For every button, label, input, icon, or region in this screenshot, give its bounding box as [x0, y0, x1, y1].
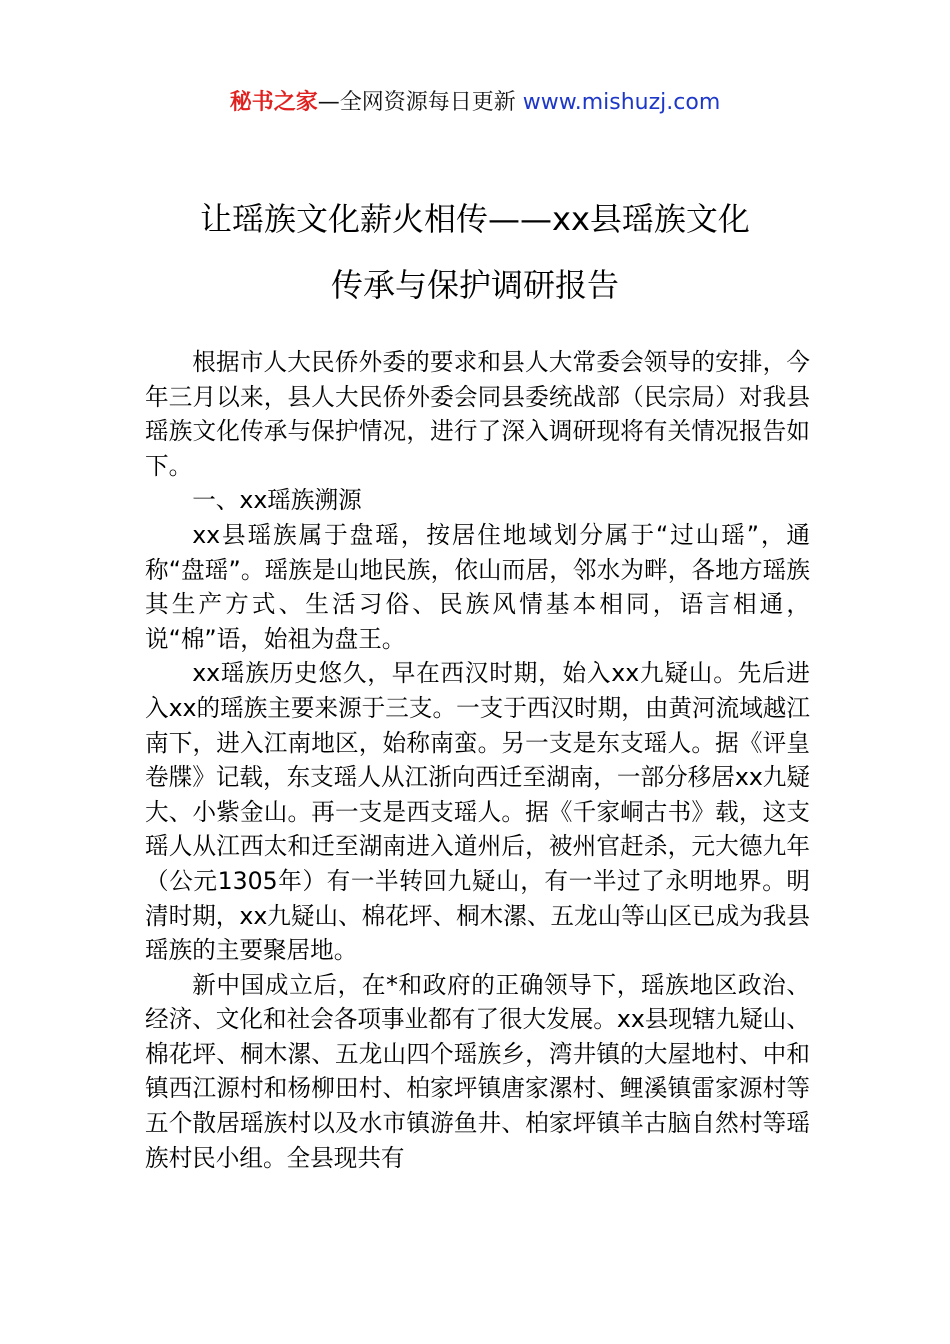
section-heading: 一、xx瑶族溯源 [192, 486, 362, 515]
body-paragraph: xx瑶族历史悠久，早在西汉时期，始入xx九疑山。先后进入xx的瑶族主要来源于三支。一支于西汉时期，由黄河流域越江南下，进入江南地区，始称南蛮。另一支是东支瑶人。据《评皇卷牒》记载，东支瑶人从江浙向西迁至湖南，一部分移居xx九疑大、小紫金山。再一支是西支瑶人。据《千家峒古书》载，这支瑶人从江西太和迁至湖南进入道州后，被州官赶杀，元大德九年（公元1305年）有一半转回九疑山，有一半过了永明地界。明清时期，xx九疑山、棉花坪、桐木漯、五龙山等山区已成为我县瑶族的主要聚居地。 [145, 659, 810, 965]
document-body [145, 345, 810, 1175]
site-banner [0, 88, 950, 118]
site-url-link[interactable]: www.mishuzj.com [522, 90, 721, 115]
title-line-1: 让瑶族文化薪火相传——xx县瑶族文化 [200, 200, 750, 238]
intro-paragraph: 根据市人大民侨外委的要求和县人大常委会领导的安排，今年三月以来，县人大民侨外委会同县委统战部（民宗局）对我县瑶族文化传承与保护情况，进行了深入调研现将有关情况报告如下。 [145, 348, 810, 480]
brand-name: 秘书之家 [229, 90, 318, 115]
body-paragraph: 新中国成立后，在*和政府的正确领导下，瑶族地区政治、经济、文化和社会各项事业都有了很大发展。xx县现辖九疑山、棉花坪、桐木漯、五龙山四个瑶族乡，湾井镇的大屋地村、中和镇西江源村和杨柳田村、柏家坪镇唐家漯村、鲤溪镇雷家源村等五个散居瑶族村以及水市镇游鱼井、柏家坪镇羊古脑自然村等瑶族村民小组。全县现共有 [145, 970, 810, 1172]
body-paragraph: xx县瑶族属于盘瑶，按居住地域划分属于“过山瑶”，通称“盘瑶”。瑶族是山地民族，依山而居，邻水为畔，各地方瑶族其生产方式、生活习俗、民族风情基本相同，语言相通，说“棉”语，始祖为盘王。 [145, 520, 810, 653]
banner-tagline: —全网资源每日更新 [317, 90, 516, 115]
title-line-2: 传承与保护调研报告 [330, 266, 619, 304]
document-title [60, 186, 890, 318]
